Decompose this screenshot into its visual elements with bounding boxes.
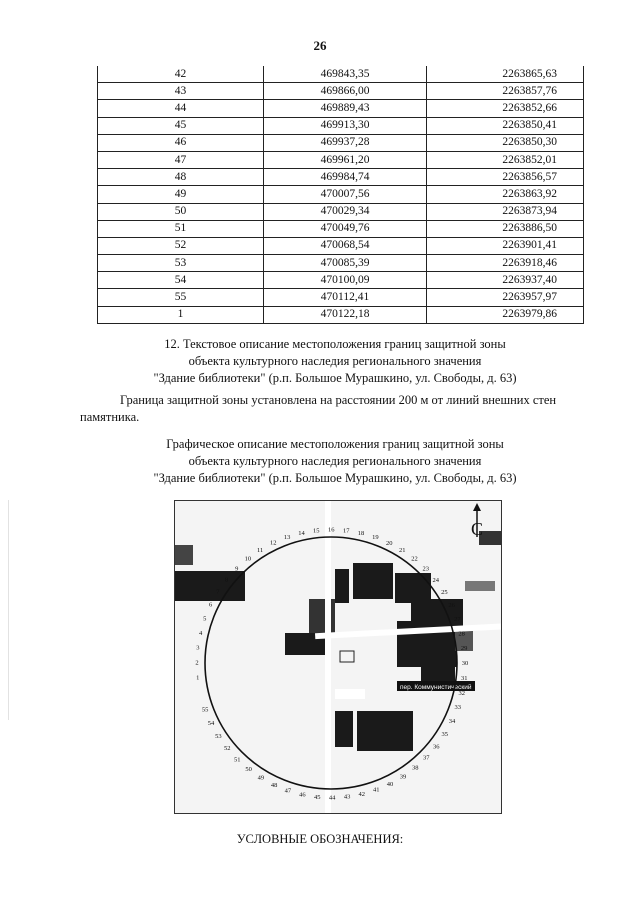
building-block	[175, 571, 245, 601]
x-coordinate-cell: 470100,09	[264, 272, 427, 289]
table-row	[98, 169, 584, 186]
boundary-point-label: 14	[298, 529, 305, 537]
x-coordinate-cell: 470049,76	[264, 220, 427, 237]
point-number-cell: 52	[98, 237, 264, 254]
y-coordinate-cell: 2263957,97	[427, 289, 584, 306]
boundary-point-label: 55	[201, 706, 209, 714]
boundary-point-label: 42	[358, 790, 366, 798]
y-coordinate-cell: 2263852,01	[427, 151, 584, 168]
point-number-cell: 47	[98, 151, 264, 168]
boundary-point-label: 15	[313, 527, 320, 535]
table-row	[98, 272, 584, 289]
table-row	[98, 289, 584, 306]
section-title-line: объекта культурного наследия регионального значения	[188, 354, 482, 368]
x-coordinate-cell: 469866,00	[264, 83, 427, 100]
y-coordinate-cell: 2263901,41	[427, 237, 584, 254]
boundary-point-label: 47	[284, 787, 292, 795]
zone-description: Граница защитной зоны установлена на расстоянии 200 м от линий внешних стен памятника.	[80, 393, 557, 424]
boundary-point-label: 32	[458, 689, 466, 697]
boundary-point-label: 8	[224, 576, 229, 584]
boundary-point-label: 36	[432, 743, 440, 751]
boundary-point-label: 16	[328, 526, 335, 534]
point-number-cell: 49	[98, 186, 264, 203]
object-outline	[340, 651, 354, 662]
boundary-point-label: 6	[208, 601, 213, 609]
zone-map	[174, 500, 502, 814]
y-coordinate-cell: 2263865,63	[427, 66, 584, 83]
boundary-point-label: 9	[235, 565, 239, 573]
point-number-cell: 43	[98, 83, 264, 100]
section-title-line: "Здание библиотеки" (р.п. Большое Мурашкино, ул. Свободы, д. 63)	[153, 371, 517, 385]
table-row	[98, 117, 584, 134]
coordinates-table	[97, 66, 584, 324]
building-block	[465, 581, 495, 591]
table-row	[98, 255, 584, 272]
point-number-cell: 51	[98, 220, 264, 237]
boundary-point-label: 51	[234, 756, 241, 764]
boundary-point-label: 49	[257, 774, 265, 782]
boundary-point-label: 27	[454, 616, 461, 623]
x-coordinate-cell: 470122,18	[264, 306, 427, 323]
boundary-point-label: 29	[460, 645, 468, 653]
table-row	[98, 83, 584, 100]
street-label: пер. Коммунистический	[400, 684, 472, 691]
point-number-cell: 45	[98, 117, 264, 134]
boundary-point-label: 24	[432, 576, 439, 584]
table-row	[98, 237, 584, 254]
x-coordinate-cell: 469961,20	[264, 151, 427, 168]
boundary-point-label: 19	[372, 534, 379, 542]
boundary-point-label: 35	[441, 731, 449, 739]
table-row	[98, 66, 584, 83]
graphic-title-line: объекта культурного наследия регионального значения	[188, 454, 482, 468]
section-title-line: 12. Текстовое описание местоположения границ защитной зоны	[164, 337, 506, 351]
building-block	[309, 599, 335, 633]
boundary-point-label: 40	[386, 780, 394, 788]
point-number-cell: 54	[98, 272, 264, 289]
building-block	[335, 569, 349, 603]
x-coordinate-cell: 470007,56	[264, 186, 427, 203]
building-block	[175, 545, 193, 565]
boundary-point-label: 54	[207, 720, 215, 728]
graphic-title-line: Графическое описание местоположения границ защитной зоны	[166, 437, 504, 451]
building-block	[353, 563, 393, 599]
boundary-point-label: 48	[270, 781, 278, 789]
table-row	[98, 203, 584, 220]
north-label: С	[471, 519, 484, 539]
y-coordinate-cell: 2263979,86	[427, 306, 584, 323]
y-coordinate-cell: 2263863,92	[427, 186, 584, 203]
graphic-title-line: "Здание библиотеки" (р.п. Большое Мурашкино, ул. Свободы, д. 63)	[153, 471, 517, 485]
boundary-point-label: 37	[423, 754, 430, 762]
page-number: 26	[313, 38, 327, 53]
boundary-point-label: 41	[372, 786, 380, 794]
graphic-description-title	[80, 436, 590, 487]
table-row	[98, 151, 584, 168]
y-coordinate-cell: 2263937,40	[427, 272, 584, 289]
boundary-point-label: 52	[223, 745, 231, 753]
boundary-point-label: 5	[203, 615, 207, 623]
boundary-point-label: 33	[454, 704, 461, 712]
boundary-point-label: 53	[215, 733, 222, 741]
boundary-point-label: 3	[196, 644, 200, 652]
boundary-point-label: 50	[245, 766, 252, 774]
building-block	[357, 711, 413, 751]
road	[335, 689, 365, 699]
boundary-point-label: 7	[216, 588, 220, 596]
point-number-cell: 46	[98, 134, 264, 151]
boundary-point-label: 10	[244, 555, 252, 563]
boundary-point-label: 30	[461, 660, 469, 668]
boundary-point-label: 38	[411, 764, 419, 772]
building-block	[335, 711, 353, 747]
north-arrow-head	[473, 503, 481, 511]
boundary-point-label: 43	[343, 793, 351, 801]
margin-line	[8, 500, 9, 720]
point-number-cell: 1	[98, 306, 264, 323]
y-coordinate-cell: 2263850,41	[427, 117, 584, 134]
x-coordinate-cell: 470112,41	[264, 289, 427, 306]
x-coordinate-cell: 470085,39	[264, 255, 427, 272]
boundary-point-label: 21	[399, 547, 406, 554]
x-coordinate-cell: 469937,28	[264, 134, 427, 151]
boundary-point-label: 26	[448, 602, 455, 610]
y-coordinate-cell: 2263886,50	[427, 220, 584, 237]
boundary-point-label: 18	[357, 529, 365, 537]
boundary-point-label: 11	[256, 546, 264, 554]
y-coordinate-cell: 2263873,94	[427, 203, 584, 220]
boundary-point-label: 12	[270, 539, 277, 547]
point-number-cell: 53	[98, 255, 264, 272]
legend-title: УСЛОВНЫЕ ОБОЗНАЧЕНИЯ:	[236, 832, 404, 846]
boundary-point-label: 4	[198, 629, 203, 637]
table-row	[98, 220, 584, 237]
boundary-point-label: 23	[422, 565, 429, 573]
x-coordinate-cell: 469843,35	[264, 66, 427, 83]
boundary-point-label: 1	[196, 674, 200, 682]
point-number-cell: 48	[98, 169, 264, 186]
table-row	[98, 186, 584, 203]
point-number-cell: 55	[98, 289, 264, 306]
x-coordinate-cell: 470029,34	[264, 203, 427, 220]
boundary-point-label: 34	[448, 718, 456, 726]
table-row	[98, 306, 584, 323]
boundary-point-label: 13	[283, 533, 291, 541]
point-number-cell: 44	[98, 100, 264, 117]
y-coordinate-cell: 2263850,30	[427, 134, 584, 151]
table-row	[98, 100, 584, 117]
boundary-point-label: 45	[313, 793, 321, 801]
table-row	[98, 134, 584, 151]
y-coordinate-cell: 2263857,76	[427, 83, 584, 100]
point-number-cell: 50	[98, 203, 264, 220]
x-coordinate-cell: 469913,30	[264, 117, 427, 134]
point-number-cell: 42	[98, 66, 264, 83]
x-coordinate-cell: 470068,54	[264, 237, 427, 254]
boundary-point-label: 44	[328, 794, 336, 802]
y-coordinate-cell: 2263918,46	[427, 255, 584, 272]
x-coordinate-cell: 469984,74	[264, 169, 427, 186]
boundary-point-label: 17	[342, 527, 350, 535]
y-coordinate-cell: 2263856,57	[427, 169, 584, 186]
section-title	[80, 336, 590, 387]
boundary-point-label: 20	[385, 539, 393, 547]
y-coordinate-cell: 2263852,66	[427, 100, 584, 117]
x-coordinate-cell: 469889,43	[264, 100, 427, 117]
road	[325, 501, 331, 813]
boundary-point-label: 46	[299, 791, 306, 799]
boundary-point-label: 39	[399, 773, 407, 781]
boundary-point-label: 22	[411, 555, 418, 563]
boundary-point-label: 28	[458, 630, 465, 638]
zone-map-svg	[175, 501, 501, 813]
boundary-point-label: 2	[195, 659, 199, 667]
building-block	[395, 573, 431, 603]
boundary-point-label: 31	[460, 675, 468, 682]
boundary-point-label: 25	[441, 589, 448, 597]
